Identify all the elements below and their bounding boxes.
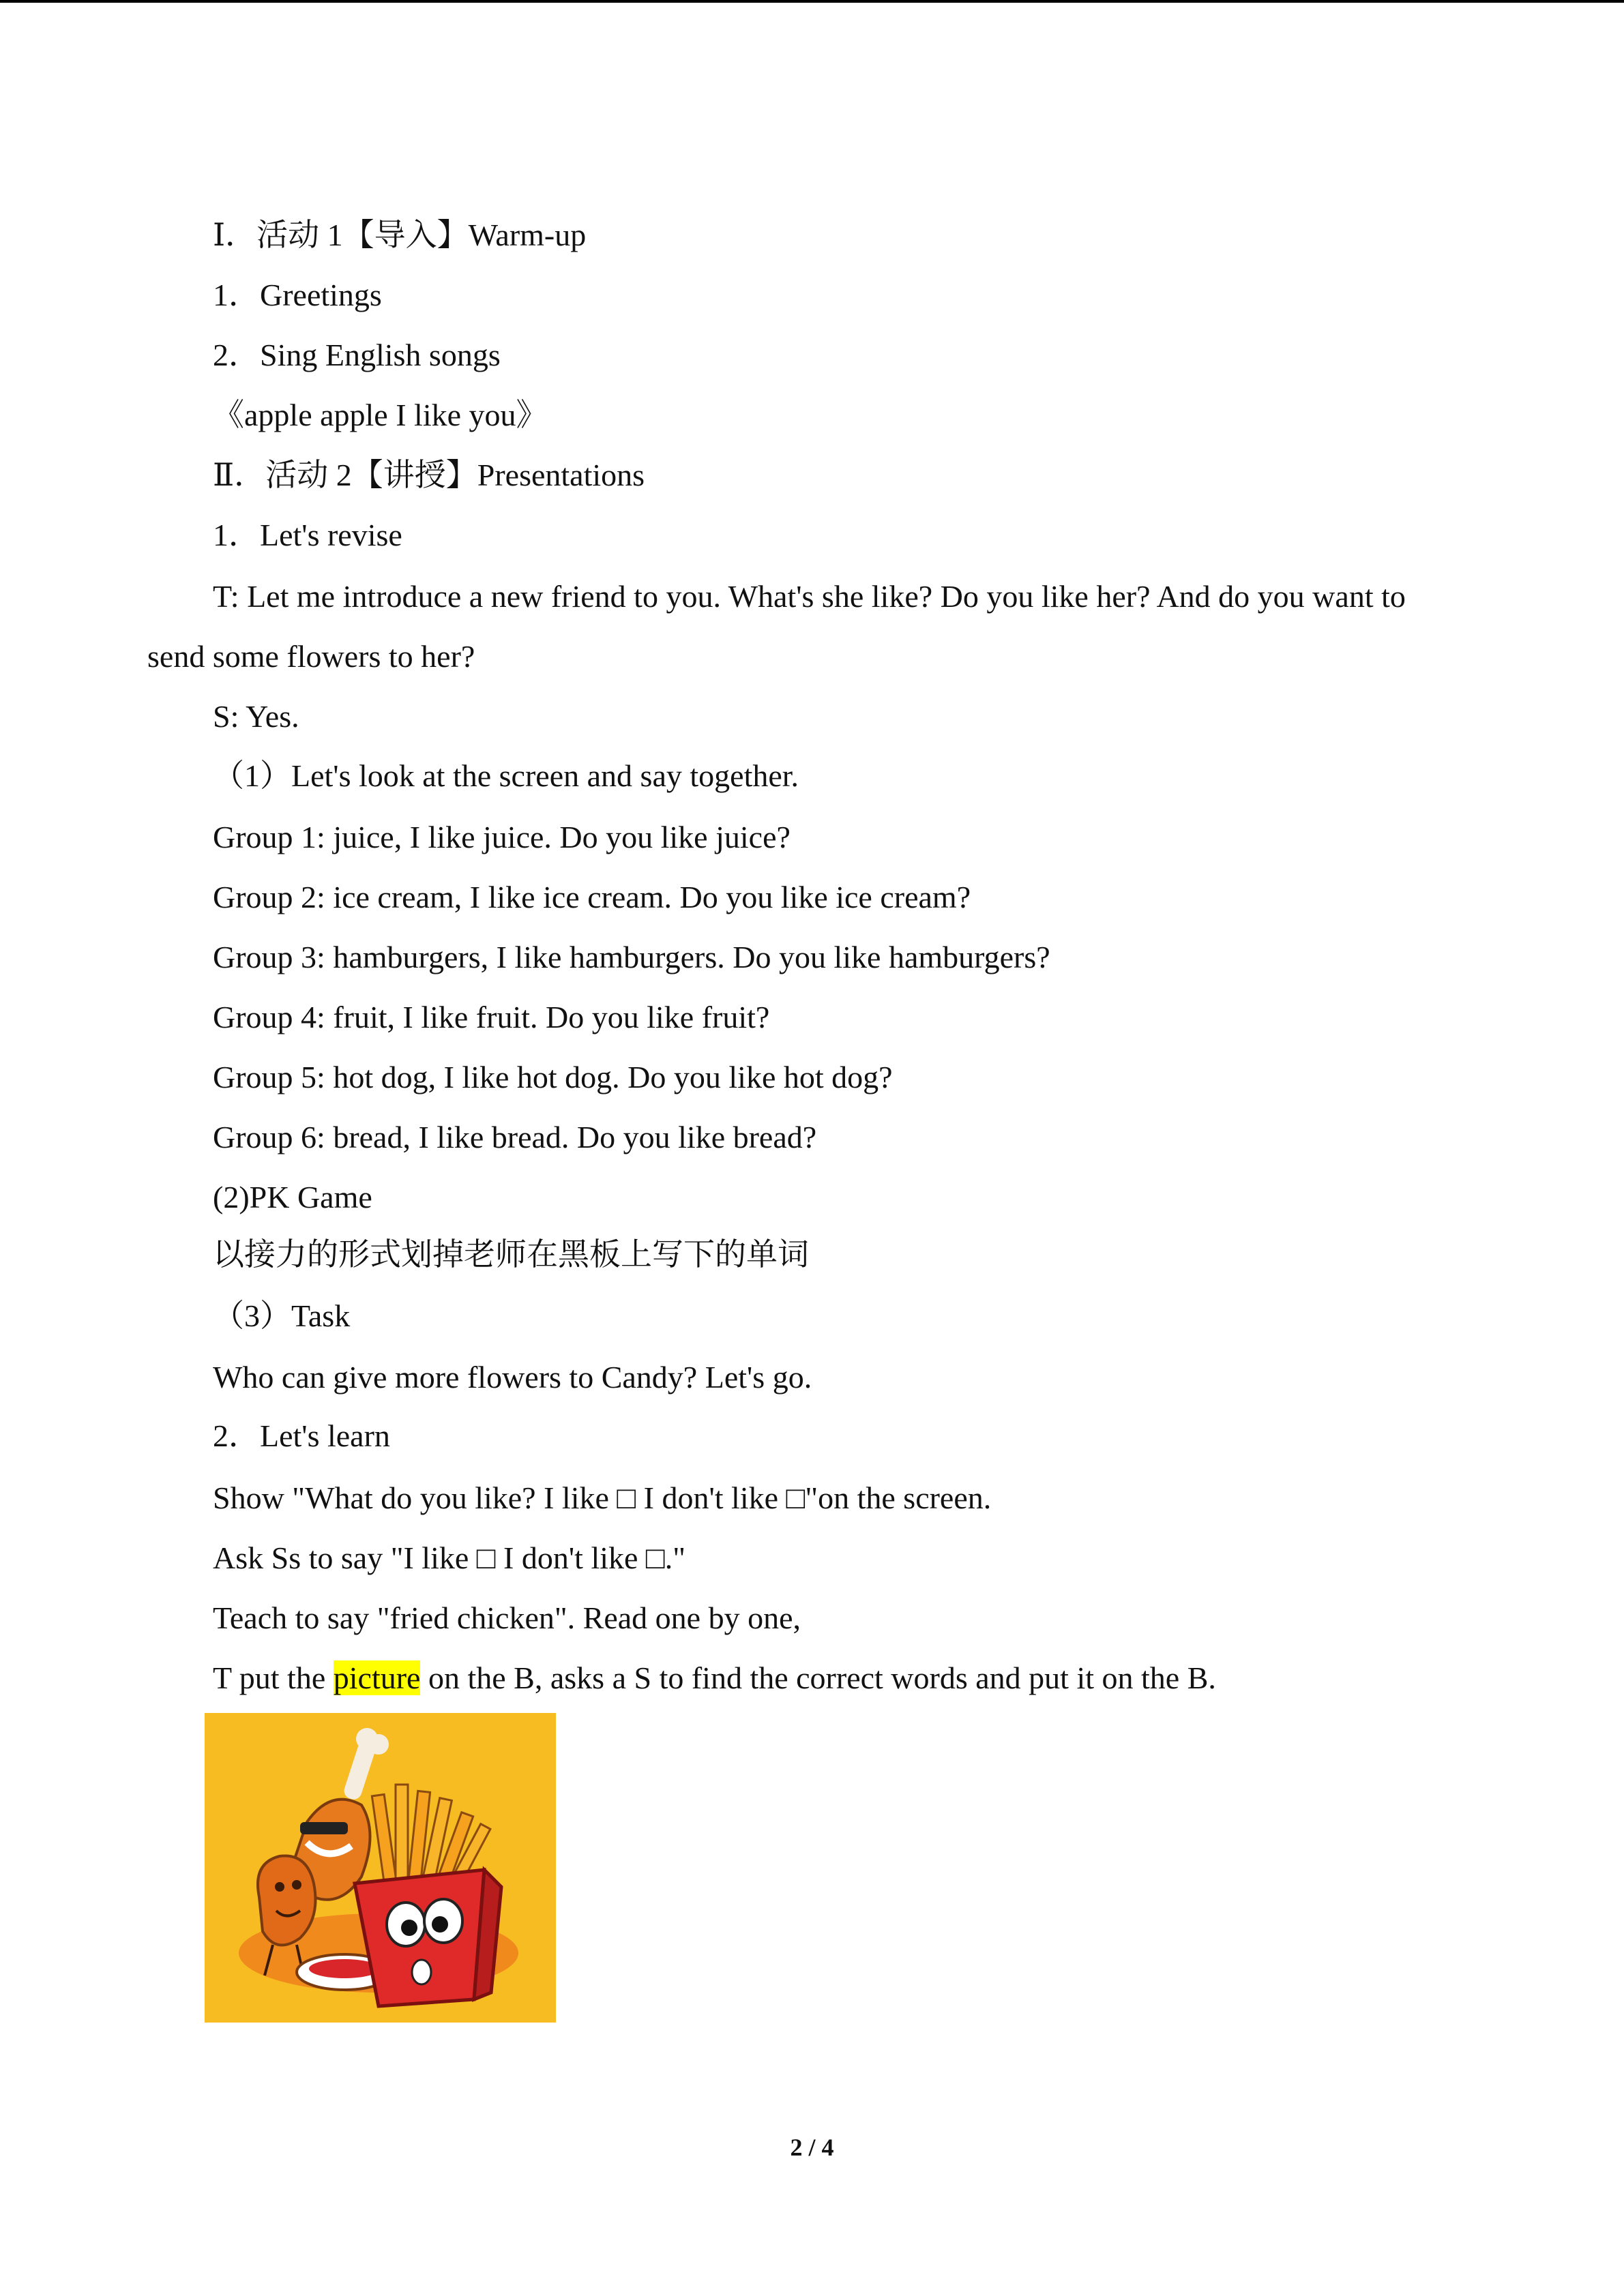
paragraph-line: Show "What do you like? I like □ I don't like □"on the screen. (213, 1480, 992, 1515)
text-after-highlight: on the B, asks a S to find the correct words and put it on the B. (420, 1660, 1216, 1695)
group-line: Group 5: hot dog, I like hot dog. Do you like hot dog? (213, 1060, 893, 1094)
top-border-line (0, 0, 1624, 3)
paragraph-line: （1）Let's look at the screen and say together. (213, 758, 799, 793)
page-number: 2 / 4 (790, 2134, 834, 2161)
paragraph-line-highlighted (213, 1658, 1216, 1699)
section-heading-presentations: Ⅱ．活动 2【讲授】Presentations (213, 458, 645, 492)
paragraph-line: S: Yes. (213, 699, 299, 734)
list-item: 2．Sing English songs (213, 338, 501, 372)
section-heading-warm-up: Ⅰ．活动 1【导入】Warm-up (213, 218, 587, 252)
group-line: Group 3: hamburgers, I like hamburgers. Do you like hamburgers? (213, 940, 1050, 974)
paragraph-line: Ask Ss to say "I like □ I don't like □." (213, 1540, 685, 1575)
group-line: Group 2: ice cream, I like ice cream. Do you like ice cream? (213, 880, 971, 914)
paragraph-line: (2)PK Game (213, 1180, 372, 1214)
song-title: 《apple apple I like you》 (213, 398, 548, 432)
fried-chicken-fries-illustration (205, 1713, 556, 2023)
list-item: 1．Let's revise (213, 518, 402, 552)
paragraph-line: send some flowers to her? (147, 639, 475, 674)
list-item: 2．Let's learn (213, 1418, 390, 1453)
group-line: Group 1: juice, I like juice. Do you like juice? (213, 820, 791, 854)
highlighted-word: picture (333, 1660, 421, 1695)
list-item: 1．Greetings (213, 278, 382, 312)
paragraph-line: 以接力的形式划掉老师在黑板上写下的单词 (213, 1237, 809, 1272)
group-line: Group 6: bread, I like bread. Do you like bread? (213, 1120, 817, 1154)
group-line: Group 4: fruit, I like fruit. Do you like fruit? (213, 1000, 770, 1034)
paragraph-line: （3）Task (213, 1298, 351, 1333)
paragraph-line: T: Let me introduce a new friend to you. What's she like? Do you like her? And do you want to (213, 579, 1406, 614)
paragraph-line: Who can give more flowers to Candy? Let's go. (213, 1360, 812, 1395)
text-before-highlight: T put the (213, 1660, 334, 1695)
paragraph-line: Teach to say "fried chicken". Read one by one, (213, 1600, 801, 1635)
